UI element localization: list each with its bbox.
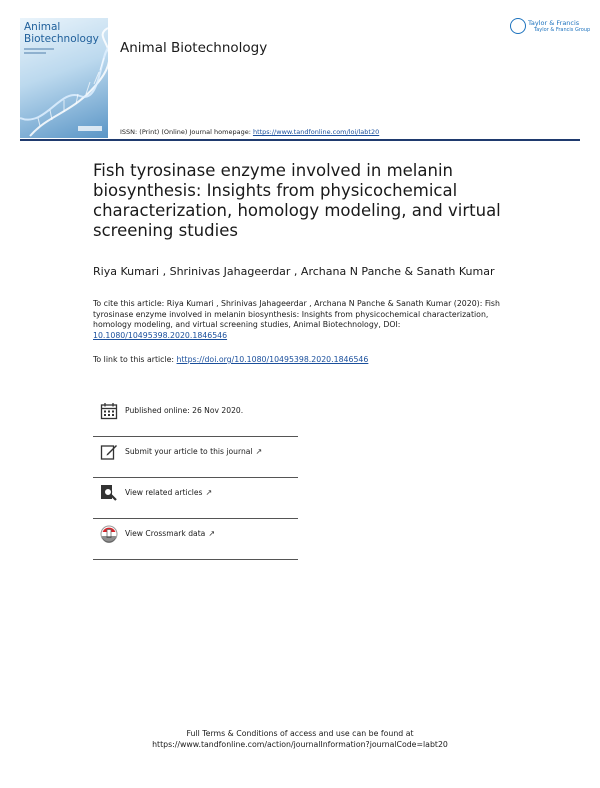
cover-divider bbox=[24, 48, 54, 50]
external-link-icon: ↗ bbox=[205, 488, 213, 497]
citation-label: To cite this article: bbox=[93, 299, 165, 308]
journal-cover-image bbox=[20, 18, 108, 138]
related-articles-label[interactable]: View related articles ↗ bbox=[125, 488, 213, 497]
citation-text: Riya Kumari , Shrinivas Jahageerdar , Archana N Panche & Sanath Kumar (2020): Fish tyrosinase enzyme involved in melanin biosynthesis: Insights from physicochemical characterization, homology modeling, and virtual screening studies, Animal Biotechnology, DOI: bbox=[93, 299, 500, 330]
published-online-row bbox=[93, 396, 298, 437]
external-link-icon: ↗ bbox=[208, 529, 216, 538]
footer-terms-url[interactable]: https://www.tandfonline.com/action/journalInformation?journalCode=labt20 bbox=[152, 740, 448, 749]
publisher-group: Taylor & Francis Group bbox=[534, 27, 591, 33]
issn-line bbox=[120, 128, 379, 136]
article-authors: Riya Kumari , Shrinivas Jahageerdar , Archana N Panche & Sanath Kumar bbox=[93, 265, 495, 278]
submit-article-label[interactable]: Submit your article to this journal ↗ bbox=[125, 447, 263, 456]
published-online-label: Published online: 26 Nov 2020. bbox=[125, 406, 244, 415]
magnifier-icon bbox=[100, 484, 118, 502]
publisher-name: Taylor & Francis bbox=[528, 19, 580, 27]
external-link-icon: ↗ bbox=[255, 447, 263, 456]
journal-name[interactable]: Animal Biotechnology bbox=[120, 40, 268, 56]
cover-divider bbox=[24, 52, 46, 54]
crossmark-label[interactable]: View Crossmark data ↗ bbox=[125, 529, 216, 538]
article-link-line bbox=[93, 355, 368, 364]
cover-title: Animal Biotechnology bbox=[24, 21, 99, 45]
footer-terms bbox=[0, 728, 600, 750]
submit-article-row[interactable] bbox=[93, 437, 298, 478]
footer-line-1: Full Terms & Conditions of access and use can be found at bbox=[186, 729, 414, 738]
article-actions bbox=[93, 396, 298, 560]
related-articles-row[interactable] bbox=[93, 478, 298, 519]
citation-doi-link[interactable]: 10.1080/10495398.2020.1846546 bbox=[93, 330, 228, 340]
cover-publisher-logo bbox=[78, 126, 102, 131]
calendar-icon bbox=[100, 402, 118, 420]
article-link-label: To link to this article: bbox=[93, 355, 177, 364]
article-doi-url[interactable]: https://doi.org/10.1080/10495398.2020.1846546 bbox=[176, 355, 369, 364]
publisher-logo[interactable] bbox=[510, 16, 591, 38]
journal-homepage-link[interactable]: https://www.tandfonline.com/loi/labt20 bbox=[252, 128, 380, 136]
edit-icon bbox=[100, 443, 118, 461]
citation-block bbox=[93, 299, 503, 341]
header-divider bbox=[20, 139, 580, 141]
crossmark-icon bbox=[100, 525, 118, 543]
publisher-logo-icon bbox=[510, 18, 526, 34]
issn-prefix: ISSN: (Print) (Online) Journal homepage: bbox=[120, 128, 253, 136]
crossmark-row[interactable] bbox=[93, 519, 298, 560]
article-title: Fish tyrosinase enzyme involved in melanin biosynthesis: Insights from physicochemical characterization, homology modeling, and virtual screening studies bbox=[93, 161, 501, 240]
